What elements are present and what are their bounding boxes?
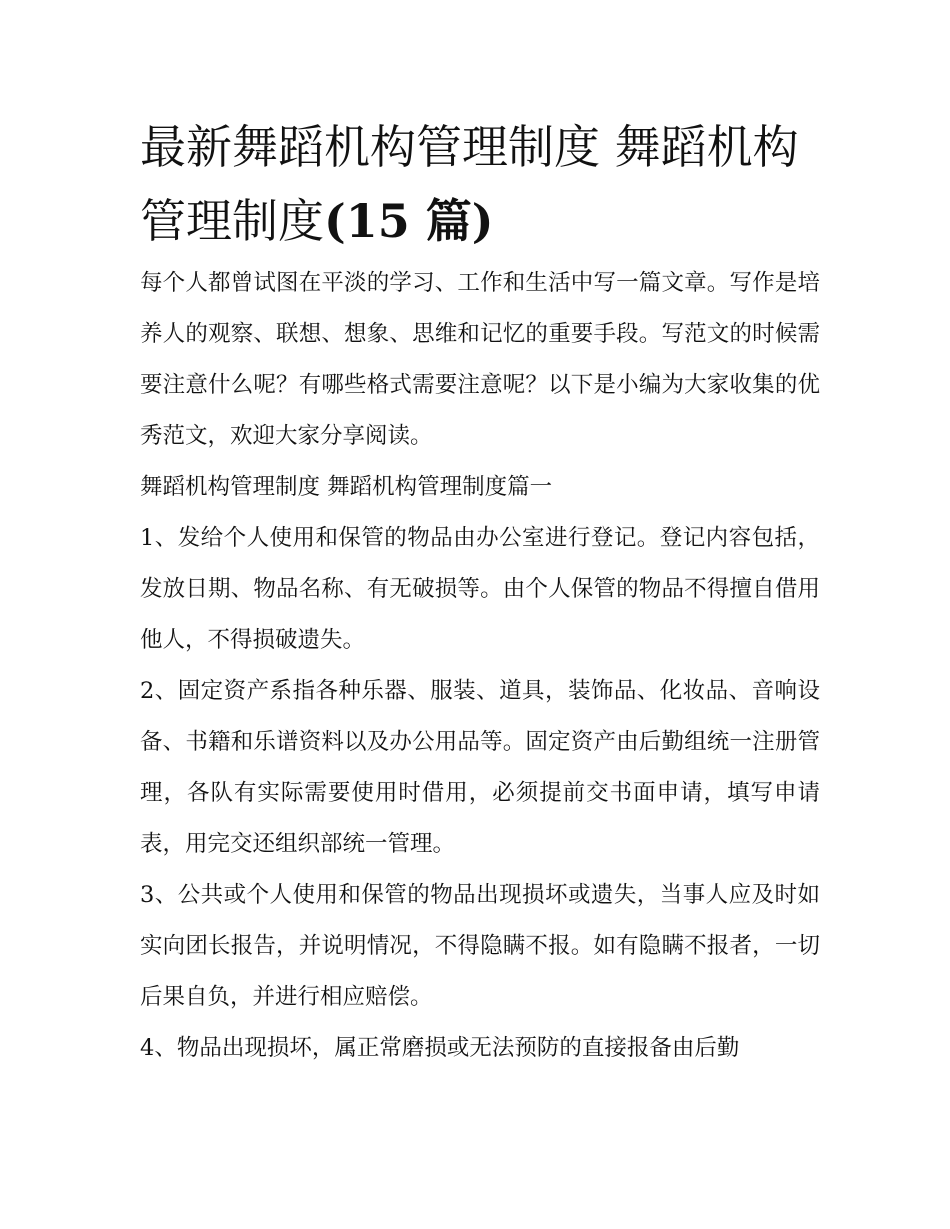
intro-paragraph: 每个人都曾试图在平淡的学习、工作和生活中写一篇文章。写作是培养人的观察、联想、想象、思维和记忆的重要手段。写范文的时候需要注意什么呢？有哪些格式需要注意呢？以下是小编为大家收集的优秀范文，欢迎大家分享阅读。 <box>140 270 820 449</box>
rule-item-1: 1、发给个人使用和保管的物品由办公室进行登记。登记内容包括，发放日期、物品名称、有无破损等。由个人保管的物品不得擅自借用他人，不得损破遗失。 <box>140 525 820 653</box>
document-page <box>140 110 820 1074</box>
document-title <box>140 110 820 258</box>
title-text: 最新舞蹈机构管理制度 舞蹈机构管理制度 <box>140 120 799 248</box>
rule-item-4: 4、物品出现损坏，属正常磨损或无法预防的直接报备由后勤 <box>140 1035 740 1061</box>
rule-item-2: 2、固定资产系指各种乐器、服装、道具，装饰品、化妆品、音响设备、书籍和乐谱资料以及办公用品等。固定资产由后勤组统一注册管理，各队有实际需要使用时借用，必须提前交书面申请，填写申请表，用完交还组织部统一管理。 <box>140 678 820 857</box>
rule-item-3: 3、公共或个人使用和保管的物品出现损坏或遗失，当事人应及时如实向团长报告，并说明情况，不得隐瞒不报。如有隐瞒不报者，一切后果自负，并进行相应赔偿。 <box>140 882 820 1010</box>
section-heading: 舞蹈机构管理制度 舞蹈机构管理制度篇一 <box>140 474 553 500</box>
title-count: (15 篇) <box>324 194 494 248</box>
